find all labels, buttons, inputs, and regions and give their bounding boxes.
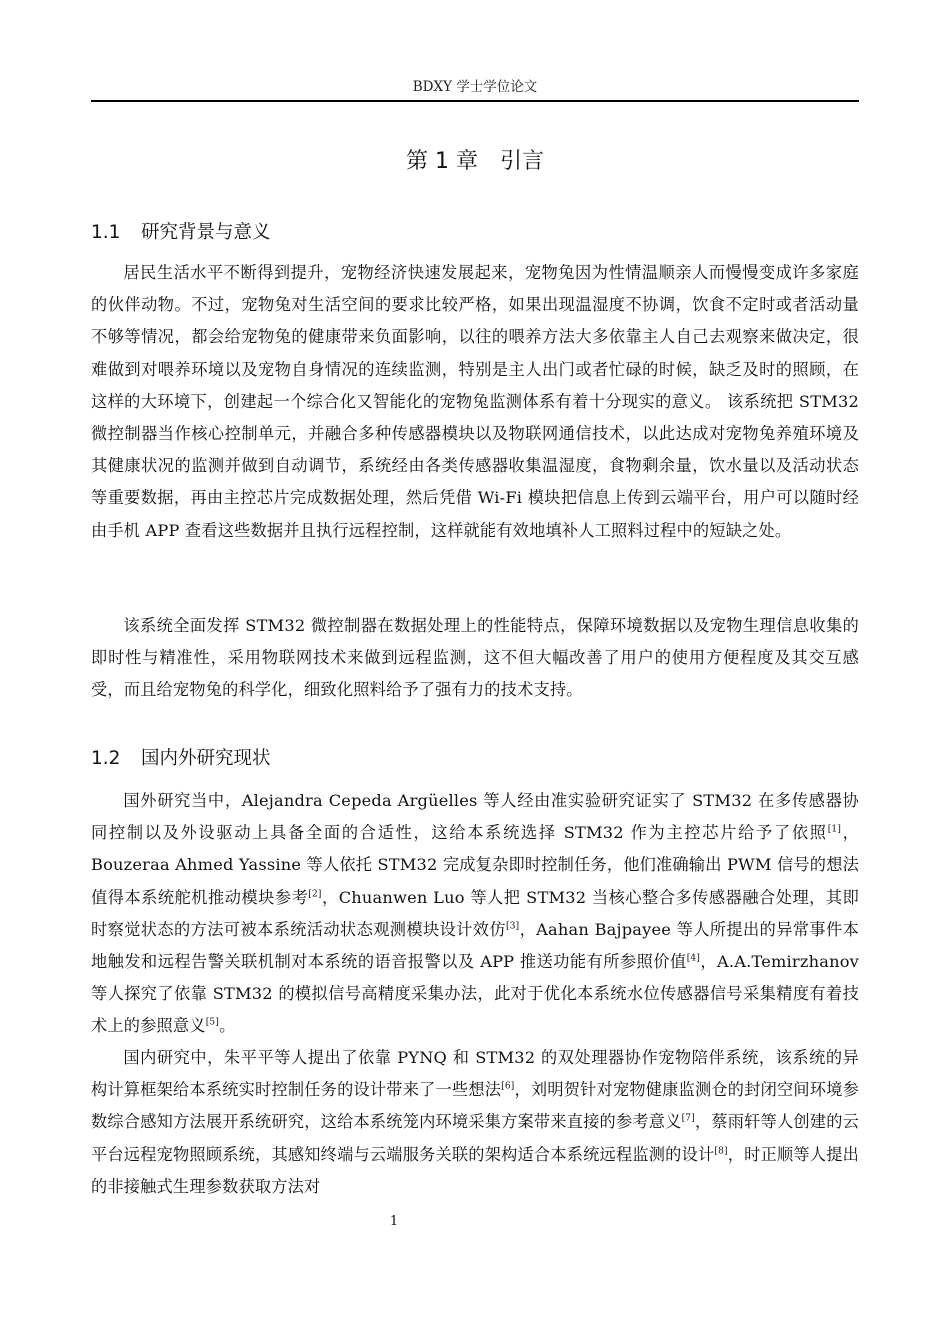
section-title: 研究背景与意义 xyxy=(141,222,271,243)
citation: [1] xyxy=(827,824,842,835)
citation: [5] xyxy=(205,1018,220,1029)
paragraph-background-2: 该系统全面发挥 STM32 微控制器在数据处理上的性能特点，保障环境数据以及宠物生理信息收集的即时性与精准性，采用物联网技术来做到远程监测，这不但大幅改善了用户的使用方便程度及其交互感受，而且给宠物兔的科学化，细致化照料给予了强有力的技术支持。 xyxy=(91,616,859,700)
paragraph-foreign-research xyxy=(91,785,859,1043)
paragraph-text: ，蔡雨轩等人创建的云平台远程宠物照顾系统，其感知终端与云端服务关联的架构适合本系统远程监测的设计 xyxy=(91,1112,860,1164)
chapter-name: 引言 xyxy=(499,149,544,174)
section-number: 1.2 xyxy=(91,748,121,769)
section-heading-1-1 xyxy=(91,220,859,246)
header-rule xyxy=(91,100,859,102)
page-number: 1 xyxy=(389,1214,399,1229)
citation: [4] xyxy=(686,953,701,964)
section-heading-1-2 xyxy=(91,746,859,772)
paragraph-background-1: 居民生活水平不断得到提升，宠物经济快速发展起来，宠物兔因为性情温顺亲人而慢慢变成许多家庭的伙伴动物。不过，宠物兔对生活空间的要求比较严格，如果出现温湿度不协调，饮食不定时或者活动量不够等情况，都会给宠物兔的健康带来负面影响，以往的喂养方法大多依靠主人自己去观察来做决定，很难做到对喂养环境以及宠物自身情况的连续监测，特别是主人出门或者忙碌的时候，缺乏及时的照顾，在这样的大环境下，创建起一个综合化又智能化的宠物兔监测体系有着十分现实的意义。 该系统把 STM32 微控制器当作核心控制单元，并融合多种传感器模块以及物联网通信技术，以此达成对宠物兔养殖环境及其健康状况的监测并做到自动调节，系统经由各类传感器收集温湿度，食物剩余量，饮水量以及活动状态等重要数据，再由主控芯片完成数据处理，然后凭借 Wi-Fi 模块把信息上传到云端平台，用户可以随时经由手机 APP 查看这些数据并且执行远程控制，这样就能有效地填补人工照料过程中的短缺之处。 xyxy=(91,263,859,540)
paragraph-text: 国内研究中，朱平平等人提出了依靠 PYNQ 和 STM32 的双处理器协作宠物陪伴系统，该系统的异构计算框架给本系统实时控制任务的设计带来了一些想法 xyxy=(91,1048,859,1100)
citation: [7] xyxy=(681,1114,695,1125)
paragraph-text: ，Aahan Bajpayee 等人所提出的异常事件本地触发和远程告警关联机制对本系统的语音报警以及 APP 推送功能有所参照价值 xyxy=(91,919,859,972)
chapter-title xyxy=(91,146,859,178)
paragraph-domestic-research xyxy=(91,1042,859,1203)
citation: [8] xyxy=(714,1146,728,1157)
paragraph-text: ，刘明贺针对宠物健康监测仓的封闭空间环境参数综合感知方法展开系统研究，这给本系统笼内环境采集方案带来直接的参考意义 xyxy=(91,1080,860,1132)
paragraph-text: ，Chuanwen Luo 等人把 STM32 当核心整合多传感器融合处理，其即时察觉状态的方法可被本系统活动状态观测模块设计效仿 xyxy=(91,887,859,939)
paragraph-text: 国外研究当中，Alejandra Cepeda Argüelles 等人经由准实验研究证实了 STM32 在多传感器协同控制以及外设驱动上具备全面的合适性，这给本系统选择 STM32 作为主控芯片给予了依照 xyxy=(91,791,859,843)
citation: [6] xyxy=(501,1081,515,1092)
citation: [3] xyxy=(506,921,520,932)
section-number: 1.1 xyxy=(91,222,121,243)
citation: [2] xyxy=(308,889,322,900)
paragraph-text: ，时正顺等人提出的非接触式生理参数获取方法对 xyxy=(91,1144,859,1196)
chapter-number: 第 1 章 xyxy=(406,149,478,174)
paragraph-text: 。 xyxy=(219,1016,236,1036)
running-header: BDXY 学士学位论文 xyxy=(412,79,538,95)
paragraph-text: ，Bouzeraa Ahmed Yassine 等人依托 STM32 完成复杂即时控制任务，他们准确输出 PWM 信号的想法值得本系统舵机推动模块参考 xyxy=(91,823,859,907)
section-title: 国内外研究现状 xyxy=(141,748,271,769)
paragraph-text: ，A.A.Temirzhanov 等人探究了依靠 STM32 的模拟信号高精度采集办法，此对于优化本系统水位传感器信号采集精度有着技术上的参照意义 xyxy=(91,952,859,1036)
